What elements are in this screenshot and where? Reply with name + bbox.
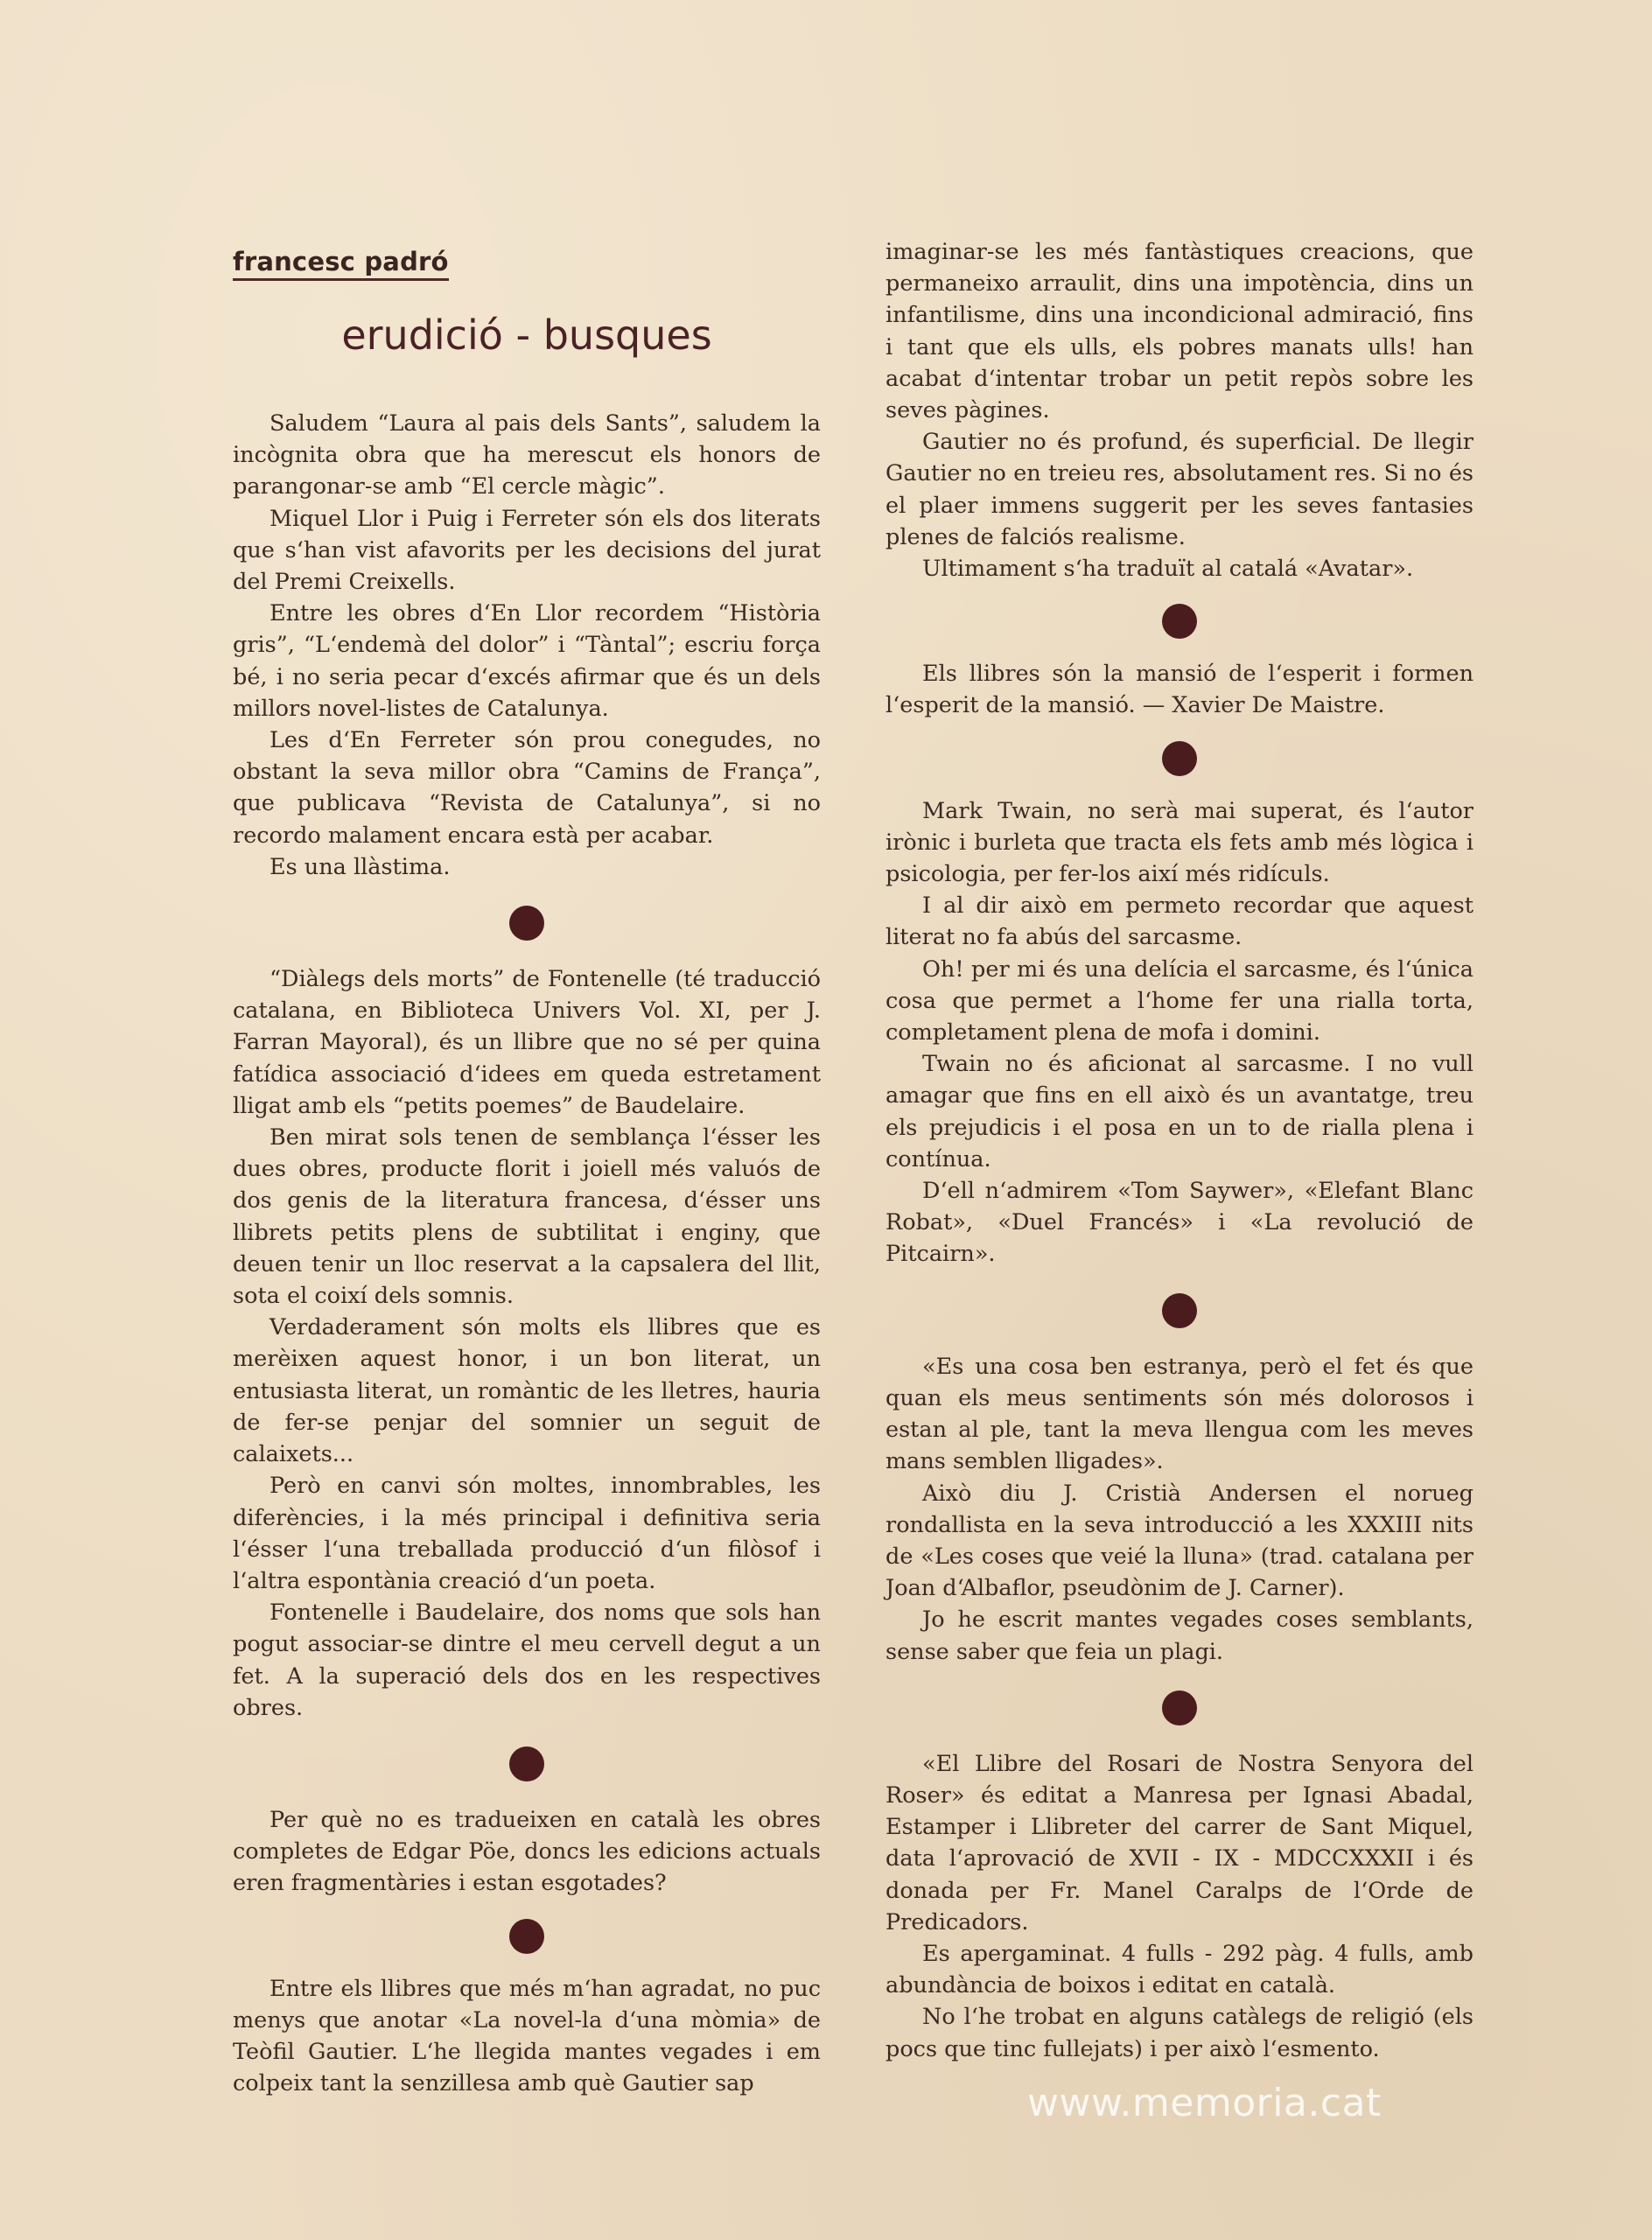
separator-dot-icon: [1162, 1293, 1197, 1328]
paragraph: imaginar-se les més fantàstiques creacions, que permaneixo arraulit, dins una impotència, dins un infantilisme, dins una incondicional admiració, fins i tant que els ulls, els pobres manats ulls! han acabat d‘intentar trobar un petit repòs sobre les seves pàgines.: [886, 239, 1474, 424]
paragraph: Twain no és aficionat al sarcasme. I no vull amagar que fins en ell això és un avantatge, treu els prejudicis i el posa en un to de rialla plena i contínua.: [886, 1051, 1474, 1172]
paragraph: Oh! per mi és una delícia el sarcasme, és l‘única cosa que permet a l‘home fer una rialla torta, completament plena de mofa i domini.: [886, 956, 1474, 1046]
paragraph: Gautier no és profund, és superficial. De llegir Gautier no en treieu res, absolutament res. Si no és el plaer immens suggerit per les seves fantasies plenes de falciós realisme.: [886, 429, 1474, 550]
paragraph: Mark Twain, no serà mai superat, és l‘autor irònic i burleta que tracta els fets amb més lògica i psicologia, per fer-los així més ridículs.: [886, 797, 1474, 888]
section-separator: [886, 722, 1474, 795]
paragraph: “Diàlegs dels morts” de Fontenelle (té traducció catalana, en Biblioteca Univers Vol. XI, per J. Farran Mayoral), és un llibre que no sé per quina fatídica associació d‘idees em queda estretament lligat amb els “petits poemes” de Baudelaire.: [233, 966, 821, 1119]
paragraph: Entre les obres d‘En Llor recordem “Història gris”, “L‘endemà del dolor” i “Tàntal”; escriu força bé, i no seria pecar d‘excés afirmar que és un dels millors novel-listes de Catalunya.: [233, 600, 821, 722]
separator-dot-icon: [509, 1746, 544, 1782]
paragraph: Fontenelle i Baudelaire, dos noms que sols han pogut associar-se dintre el meu cervell degut a un fet. A la superació dels dos en les respectives obres.: [233, 1600, 821, 1721]
paragraph: Això diu J. Cristià Andersen el norueg rondallista en la seva introducció a les XXXIII nits de «Les coses que veié la lluna» (trad. catalana per Joan d‘Albaflor, pseudònim de J. Carner).: [886, 1480, 1474, 1602]
section-separator: [233, 883, 821, 963]
section-separator: [886, 1668, 1474, 1748]
paragraph: No l‘he trobat en alguns catàlegs de religió (els pocs que tinc fullejats) i per això l‘esmento.: [886, 2004, 1474, 2062]
watermark: www.memoria.cat: [1027, 2081, 1382, 2125]
paragraph: Saludem “Laura al pais dels Sants”, saludem la incògnita obra que ha merescut els honors de parangonar-se amb “El cercle màgic”.: [233, 410, 821, 500]
paragraph: Entre els llibres que més m‘han agradat, no puc menys que anotar «La novel-la d‘una mòmia» de Teòfil Gautier. L‘he llegida mantes vegades i em colpeix tant la senzillesa amb què Gautier sap: [233, 1975, 821, 2097]
section-separator: [233, 1900, 821, 1973]
separator-dot-icon: [1162, 1690, 1197, 1726]
paragraph: Verdaderament són molts els llibres que es merèixen aquest honor, i un bon literat, un entusiasta literat, un romàntic de les lletres, hauria de fer-se penjar del somnier un seguit de calaixets...: [233, 1314, 821, 1468]
paragraph: Jo he escrit mantes vegades coses semblants, sense saber que feia un plagi.: [886, 1606, 1474, 1665]
paragraph: «Es una cosa ben estranya, però el fet és que quan els meus sentiments són més dolorosos i estan al ple, tant la meva llengua com les meves mans semblen lligades».: [886, 1353, 1474, 1475]
section-separator: [886, 584, 1474, 658]
paragraph: Ben mirat sols tenen de semblança l‘ésser les dues obres, producte florit i joiell més valuós de dos genis de la literatura francesa, d‘ésser uns llibrets petits plens de subtilitat i enginy, que deuen tenir un lloc reservat a la capsalera del llit, sota el coixí dels somnis.: [233, 1124, 821, 1310]
paragraph: Els llibres són la mansió de l‘esperit i formen l‘esperit de la mansió. — Xavier De Maistre.: [886, 661, 1474, 719]
separator-dot-icon: [1162, 741, 1197, 776]
paragraph: D‘ell n‘admirem «Tom Saywer», «Elefant Blanc Robat», «Duel Francés» i «La revolució de Pitcairn».: [886, 1178, 1474, 1268]
separator-dot-icon: [1162, 604, 1197, 639]
paragraph: Les d‘En Ferreter són prou conegudes, no obstant la seva millor obra “Camins de França”, que publicava “Revista de Catalunya”, si no recordo malament encara està per acabar.: [233, 727, 821, 849]
left-column-body: [233, 408, 821, 2099]
right-column-body: [886, 236, 1474, 2065]
paragraph: Es una llàstima.: [270, 853, 451, 880]
separator-dot-icon: [509, 906, 544, 941]
author-name: francesc padró: [233, 247, 449, 281]
section-separator: [886, 1270, 1474, 1351]
paragraph: Miquel Llor i Puig i Ferreter són els dos literats que s‘han vist afavorits per les decisions del jurat del Premi Creixells.: [233, 505, 821, 596]
paragraph: Es apergaminat. 4 fulls - 292 pàg. 4 fulls, amb abundància de boixos i editat en català.: [886, 1940, 1474, 1999]
article-title: erudició - busques: [341, 312, 712, 359]
separator-dot-icon: [509, 1919, 544, 1954]
paragraph: I al dir això em permeto recordar que aquest literat no fa abús del sarcasme.: [886, 892, 1474, 951]
section-separator: [233, 1724, 821, 1804]
paragraph: Però en canvi són moltes, innombrables, les diferències, i la més principal i definitiva seria l‘ésser l‘una treballada producció d‘un filòsof i l‘altra espontània creació d‘un poeta.: [233, 1473, 821, 1594]
paragraph: Per què no es tradueixen en català les obres completes de Edgar Pöe, doncs les edicions actuals eren fragmentàries i estan esgotades?: [233, 1806, 821, 1897]
paragraph: «El Llibre del Rosari de Nostra Senyora del Roser» és editat a Manresa per Ignasi Abadal, Estamper i Llibreter del carrer de Sant Miquel, data l‘aprovació de XVII - IX - MDCCXXXII i és donada per Fr. Manel Caralps de l‘Orde de Predicadors.: [886, 1750, 1474, 1936]
paragraph: Ultimament s‘ha traduït al catalá «Avatar».: [922, 556, 1414, 583]
